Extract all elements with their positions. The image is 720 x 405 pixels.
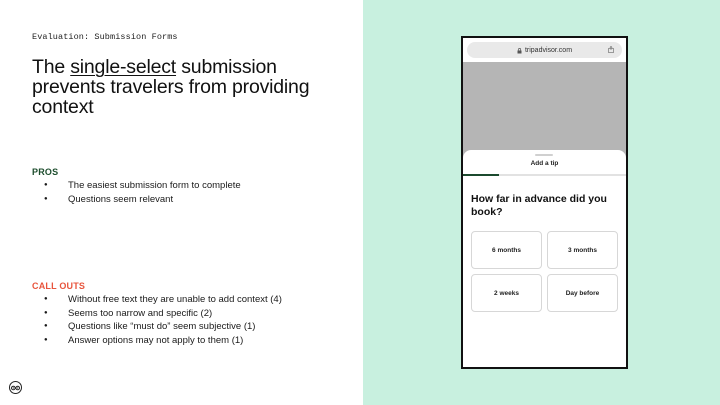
browser-url-bar[interactable] <box>467 42 622 58</box>
sheet-drag-handle[interactable] <box>535 154 553 156</box>
pros-title: PROS <box>32 167 59 177</box>
question-text: How far in advance did you book? <box>471 193 607 218</box>
pros-item: ● The easiest submission form to complete <box>44 179 241 193</box>
owl-logo-icon <box>9 381 22 394</box>
browser-url: tripadvisor.com <box>524 46 573 54</box>
eyebrow-label: Evaluation: Submission Forms <box>32 32 178 42</box>
callout-item: ● Answer options may not apply to them (1) <box>44 334 282 348</box>
callout-item: ● Questions like “must do” seem subjective (1) <box>44 320 282 334</box>
option-button[interactable]: Day before <box>547 274 618 312</box>
progress-fill <box>463 174 499 176</box>
headline-pre: The <box>32 56 71 78</box>
callout-item: ● Seems too narrow and specific (2) <box>44 307 282 321</box>
share-icon[interactable] <box>608 46 614 55</box>
progress-bar <box>463 174 626 176</box>
callout-item: ● Without free text they are unable to add context (4) <box>44 293 282 307</box>
lock-icon <box>517 48 522 53</box>
pros-list <box>44 179 241 206</box>
add-tip-sheet <box>463 150 626 369</box>
sheet-title: Add a tip <box>530 160 559 167</box>
option-button[interactable]: 2 weeks <box>471 274 542 312</box>
option-button[interactable]: 6 months <box>471 231 542 269</box>
option-button[interactable]: 3 months <box>547 231 618 269</box>
callouts-list <box>44 293 282 347</box>
callouts-title: CALL OUTS <box>32 281 86 291</box>
headline-post: submission prevents travelers from providing context <box>32 56 310 118</box>
headline-underlined: single-select <box>70 56 177 78</box>
pros-item: ● Questions seem relevant <box>44 193 241 207</box>
phone-mockup <box>461 36 628 369</box>
slide-headline <box>32 57 332 117</box>
